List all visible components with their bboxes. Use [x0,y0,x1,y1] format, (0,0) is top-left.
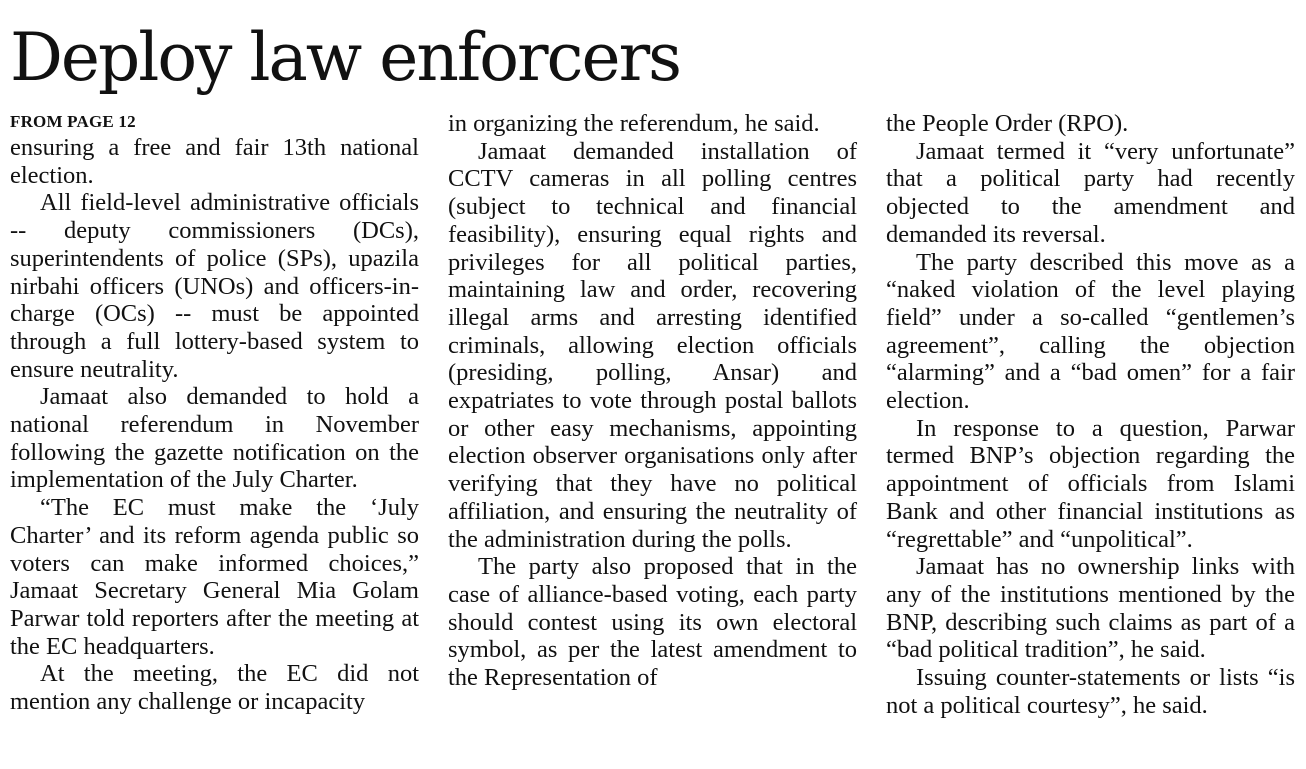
continued-from-kicker: FROM PAGE 12 [10,112,136,131]
paragraph: the People Order (RPO). [886,110,1129,137]
paragraph: “The EC must make the ‘July Charter’ and its reform agenda public so voters can make informed choices,” Jamaat Secretary General Mia Golam Parwar told reporters after the meeting at the EC headquarters. [10,494,419,660]
headline: Deploy law enforcers [10,19,680,96]
paragraph: ensuring a free and fair 13th national election. [10,134,419,189]
paragraph: Jamaat demanded installation of CCTV cameras in all polling centres (subject to technical and financial feasibility), ensuring equal rights and privileges for all political parties, maintaining law and order, recovering illegal arms and arresting identified criminals, allowing election officials (presiding, polling, Ansar) and expatriates to vote through postal ballots or other easy mechanisms, appointing election observer organisations only after verifying that they have no political affiliation, and ensuring the neutrality of the administration during the polls. [448,137,857,553]
article-column-3 [886,110,1295,719]
paragraph: The party described this move as a “naked violation of the level playing field” under a so-called “gentlemen’s agreement”, calling the objection “alarming” and a “bad omen” for a fair election. [886,248,1295,415]
paragraph: In response to a question, Parwar termed BNP’s objection regarding the appointment of officials from Islami Bank and other financial institutions as “regrettable” and “unpolitical”. [886,414,1295,553]
paragraph: in organizing the referendum, he said. [448,110,820,137]
article-column-2 [448,110,857,692]
paragraph: Issuing counter-statements or lists “is not a political courtesy”, he said. [886,664,1295,719]
paragraph: All field-level administrative officials -- deputy commissioners (DCs), superintendents of police (SPs), upazila nirbahi officers (UNOs) and officers-in-charge (OCs) -- must be appointed through a full lottery-based system to ensure neutrality. [10,189,419,383]
paragraph: The party also proposed that in the case of alliance-based voting, each party should contest using its own electoral symbol, as per the latest amendment to the Representation of [448,553,857,692]
paragraph: Jamaat termed it “very unfortunate” that a political party had recently objected to the amendment and demanded its reversal. [886,137,1295,248]
paragraph: Jamaat has no ownership links with any of the institutions mentioned by the BNP, describing such claims as part of a “bad political tradition”, he said. [886,553,1295,664]
paragraph: At the meeting, the EC did not mention any challenge or incapacity [10,660,419,716]
article-column-1 [10,110,419,716]
paragraph: Jamaat also demanded to hold a national referendum in November following the gazette notification on the implementation of the July Charter. [10,383,419,494]
